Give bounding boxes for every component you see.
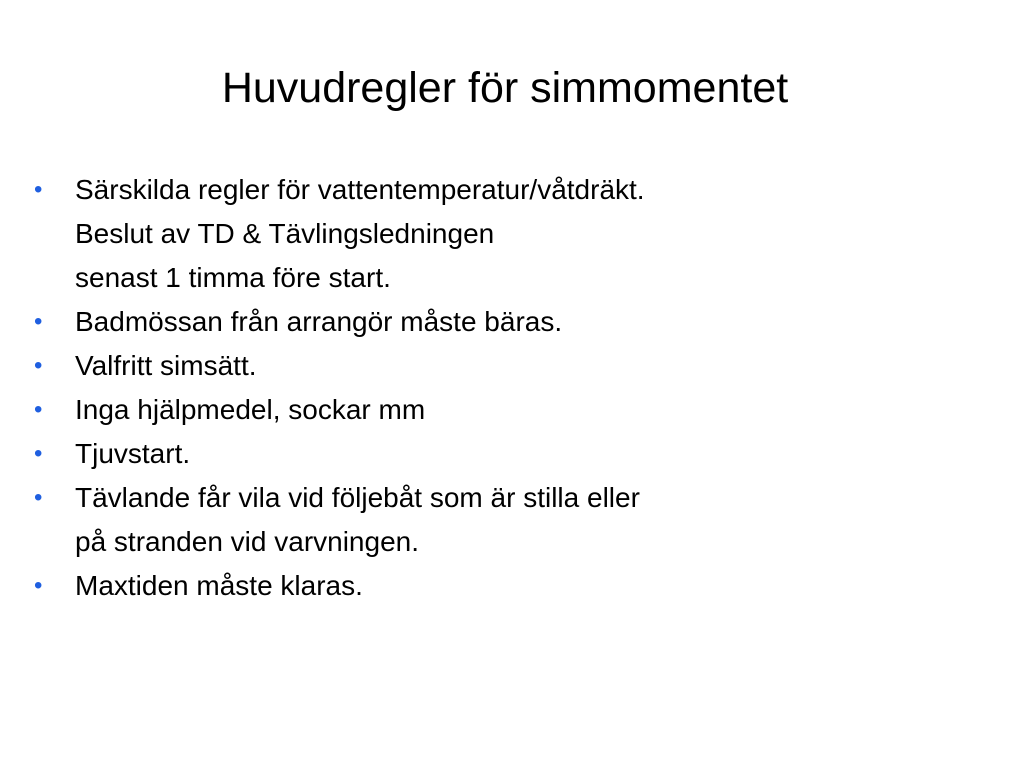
bullet-text: senast 1 timma före start. [75,262,391,293]
bullet-text: Badmössan från arrangör måste bäras. [75,306,563,337]
bullet-item [30,564,930,608]
bullet-text: Tjuvstart. [75,438,191,469]
bullet-item [30,300,930,344]
bullet-text: Maxtiden måste klaras. [75,570,363,601]
bullet-icon: • [34,484,43,511]
bullet-text: Inga hjälpmedel, sockar mm [75,394,426,425]
bullet-item [30,168,930,300]
bullet-icon: • [34,396,43,423]
slide-title: Huvudregler för simmomentet [221,64,789,112]
bullet-item [30,388,930,432]
bullet-text: på stranden vid varvningen. [75,526,419,557]
bullet-item [30,432,930,476]
bullet-icon: • [34,440,43,467]
bullet-icon: • [34,352,43,379]
bullet-icon: • [34,176,43,203]
bullet-text: Tävlande får vila vid följebåt som är stilla eller [75,482,640,513]
bullet-item [30,344,930,388]
bullet-text: Beslut av TD & Tävlingsledningen [75,218,495,249]
bullet-icon: • [34,572,43,599]
bullet-list [30,168,930,608]
bullet-text: Valfritt simsätt. [75,350,257,381]
bullet-text: Särskilda regler för vattentemperatur/våtdräkt. [75,174,645,205]
bullet-item [30,476,930,564]
bullet-icon: • [34,308,43,335]
